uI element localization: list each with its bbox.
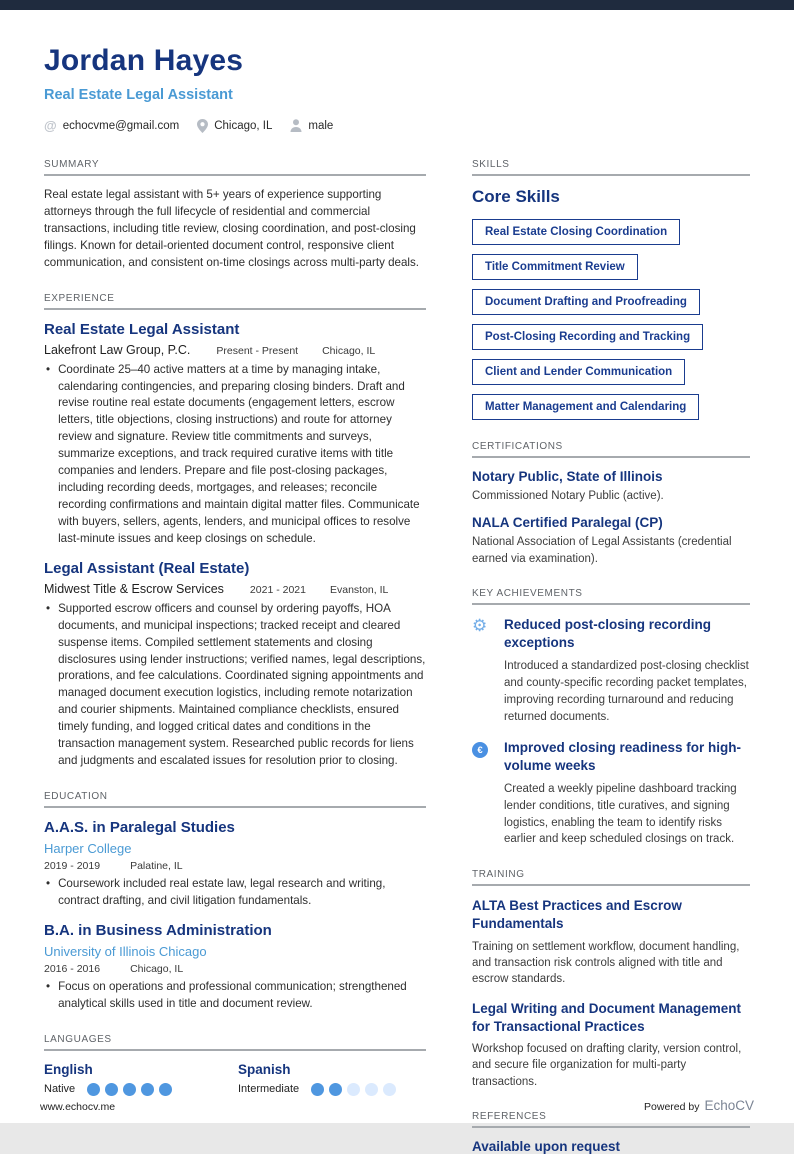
achievement-desc: Created a weekly pipeline dashboard tracking lender conditions, title curatives, and signing logistics, enabling the team to identify risks earlier and keep scheduled closings on track.: [504, 782, 737, 846]
education-bullet: [44, 876, 426, 910]
section-key-achievements: [472, 588, 750, 848]
skill-chip: Client and Lender Communication: [472, 359, 685, 385]
summary-label: SUMMARY: [44, 159, 100, 170]
school-name: University of Illinois Chicago: [44, 943, 207, 959]
company-name: Midwest Title & Escrow Services: [44, 581, 224, 596]
contact-row: [44, 118, 750, 133]
dot-filled: [141, 1083, 154, 1096]
references-text: Available upon request: [472, 1138, 621, 1154]
section-languages: [44, 1034, 426, 1096]
job-meta: [44, 582, 426, 596]
job-title-heading: Legal Assistant (Real Estate): [44, 559, 250, 577]
training-entry: [472, 897, 750, 987]
section-training: [472, 869, 750, 1090]
gear-icon: ⚙: [472, 615, 488, 635]
training-title: Legal Writing and Document Management for Transactional Practices: [472, 1000, 742, 1034]
skill-chip: Title Commitment Review: [472, 254, 638, 280]
skill-chip: Matter Management and Calendaring: [472, 394, 699, 420]
proficiency-dots: [311, 1083, 396, 1096]
job-dates: Present - Present: [216, 344, 299, 357]
company-name: Lakefront Law Group, P.C.: [44, 342, 191, 357]
section-skills: [472, 159, 750, 420]
powered-by: [644, 1098, 754, 1113]
contact-email: [44, 118, 179, 133]
job-bullet: [44, 601, 426, 770]
skill-chip: Real Estate Closing Coordination: [472, 219, 680, 245]
page-footer: [40, 1098, 754, 1113]
achievement-title: Improved closing readiness for high-volume weeks: [504, 739, 742, 773]
education-meta: [44, 860, 426, 872]
location-text: Chicago, IL: [214, 119, 273, 132]
education-location: Chicago, IL: [130, 962, 184, 975]
job-dates: 2021 - 2021: [249, 583, 306, 596]
experience-entry: [44, 560, 426, 770]
at-icon: @: [44, 118, 57, 133]
training-desc: Training on settlement workflow, document handling, and transaction risk controls aligned with title and escrow standards.: [472, 940, 740, 986]
person-name: Jordan Hayes: [44, 44, 244, 77]
dot-filled: [105, 1083, 118, 1096]
contact-gender: [290, 119, 333, 132]
job-meta: [44, 343, 426, 357]
summary-text: Real estate legal assistant with 5+ years of experience supporting attorneys through the full lifecycle of residential and commercial transactions, including title review, closing coordination, and post-closing filings. Known for detail-oriented document control, responsive client communication, and consistent on-time closings across multi-party deals.: [44, 188, 420, 269]
achievement-title: Reduced post-closing recording exceptions: [504, 616, 712, 651]
bullet-text: Coursework included real estate law, legal research and writing, contract drafting, and civil litigation fundamentals.: [58, 876, 386, 907]
header: [44, 44, 750, 133]
language-item: [44, 1062, 238, 1096]
skill-chip: Document Drafting and Proofreading: [472, 289, 700, 315]
certification-entry: [472, 469, 750, 504]
certification-desc: Commissioned Notary Public (active).: [472, 490, 664, 502]
achievement-entry: [472, 616, 750, 726]
dot-filled: [311, 1083, 324, 1096]
powered-by-text: Powered by: [644, 1101, 700, 1113]
right-column: [472, 159, 750, 1154]
language-name: English: [44, 1061, 93, 1077]
education-entry: [44, 922, 426, 1013]
certification-desc: National Association of Legal Assistants (credential earned via examination).: [472, 536, 732, 565]
gender-text: male: [308, 119, 334, 132]
school-name: Harper College: [44, 840, 132, 856]
section-education: [44, 791, 426, 1013]
bullet-text: Focus on operations and professional communication; strengthened analytical skills used in title and document review.: [58, 979, 407, 1010]
language-level: Intermediate: [238, 1083, 300, 1096]
dot-filled: [329, 1083, 342, 1096]
brand-logo: EchoCV: [704, 1098, 754, 1113]
dot-empty: [365, 1083, 378, 1096]
training-title: ALTA Best Practices and Escrow Fundamentals: [472, 898, 682, 932]
job-location: Evanston, IL: [329, 583, 389, 596]
section-summary: [44, 159, 426, 272]
left-column: [44, 159, 426, 1154]
skills-label: SKILLS: [472, 159, 510, 170]
degree-heading: B.A. in Business Administration: [44, 921, 272, 939]
training-entry: [472, 1000, 750, 1090]
bullet-dot: •: [46, 601, 51, 615]
section-references: [472, 1111, 750, 1154]
education-location: Palatine, IL: [130, 859, 183, 872]
dot-empty: [347, 1083, 360, 1096]
euro-circle-icon: €: [472, 742, 488, 758]
section-experience: [44, 293, 426, 770]
training-desc: Workshop focused on drafting clarity, version control, and secure file organization for multi-party transactions.: [472, 1042, 742, 1088]
education-entry: [44, 819, 426, 910]
contact-location: [197, 119, 272, 133]
degree-heading: A.A.S. in Paralegal Studies: [44, 818, 235, 836]
experience-label: EXPERIENCE: [44, 292, 115, 304]
email-text[interactable]: echocvme@gmail.com: [62, 119, 180, 132]
footer-url[interactable]: www.echocv.me: [40, 1101, 116, 1113]
bullet-text: Coordinate 25–40 active matters at a time by managing intake, calendaring contingencies, and preparing closing binders. Draft and revise routine real estate documents (engagement letters, escrow letters, title objections, closing instructions) and route for attorney review and signature. Review title commitments and surveys, summarize exceptions, and track required curative items with title companies and lenders. Prepare and file post-closing packages, including recording deeds, mortgages, and releases; reconcile recording confirmations and maintain digital matter files. Communicate with buyers, sellers, agents, lenders, and municipal offices to resolve last-minute issues and keep closings on schedule.: [58, 362, 420, 545]
bullet-dot: •: [46, 876, 51, 890]
certifications-label: CERTIFICATIONS: [472, 441, 563, 452]
education-meta: [44, 963, 426, 975]
dot-empty: [383, 1083, 396, 1096]
job-location: Chicago, IL: [322, 344, 376, 357]
job-title-heading: Real Estate Legal Assistant: [44, 320, 240, 338]
certification-entry: [472, 515, 750, 567]
certification-title: Notary Public, State of Illinois: [472, 469, 663, 484]
language-item: [238, 1062, 432, 1096]
language-name: Spanish: [238, 1061, 291, 1077]
language-level: Native: [44, 1083, 76, 1096]
languages-label: LANGUAGES: [44, 1033, 112, 1045]
achievements-label: KEY ACHIEVEMENTS: [472, 587, 583, 599]
certification-title: NALA Certified Paralegal (CP): [472, 515, 663, 531]
dot-filled: [87, 1083, 100, 1096]
skills-heading: Core Skills: [472, 187, 560, 206]
languages-row: [44, 1062, 426, 1096]
bullet-dot: •: [46, 362, 51, 376]
location-pin-icon: [197, 119, 208, 133]
education-bullet: [44, 979, 426, 1013]
proficiency-dots: [87, 1083, 172, 1096]
section-certifications: [472, 441, 750, 567]
achievement-desc: Introduced a standardized post-closing checklist and county-specific recording packet templates, improving recording turnaround and reducing returned documents.: [504, 660, 749, 723]
job-bullet: [44, 362, 426, 548]
person-icon: [290, 119, 302, 132]
bullet-text: Supported escrow officers and counsel by ordering payoffs, HOA documents, and municipal inspections; tracked receipt and cleared suspense items. Compiled settlement statements and closing disclosures using lender instructions; verified names, legal descriptions, prorations, and fee calculations. Coordinated signing appointments and managed document execution logistics, including remote notarization and courier shipments. Maintained compliance checklists, ensured timely funding, and logged critical dates and conditions in the transaction management system. Researched public records for liens and judgments and escalated issues for resolution prior to closing.: [58, 601, 426, 768]
references-label: REFERENCES: [472, 1110, 547, 1122]
experience-entry: [44, 321, 426, 548]
education-label: EDUCATION: [44, 790, 108, 802]
bullet-dot: •: [46, 979, 51, 993]
dot-filled: [123, 1083, 136, 1096]
education-dates: 2016 - 2016: [44, 962, 101, 975]
training-label: TRAINING: [472, 869, 525, 881]
skill-chip: Post-Closing Recording and Tracking: [472, 324, 703, 350]
top-bar: [0, 0, 794, 10]
dot-filled: [159, 1083, 172, 1096]
achievement-entry: [472, 739, 750, 849]
education-dates: 2019 - 2019: [44, 859, 101, 872]
person-job-title: Real Estate Legal Assistant: [44, 87, 233, 103]
